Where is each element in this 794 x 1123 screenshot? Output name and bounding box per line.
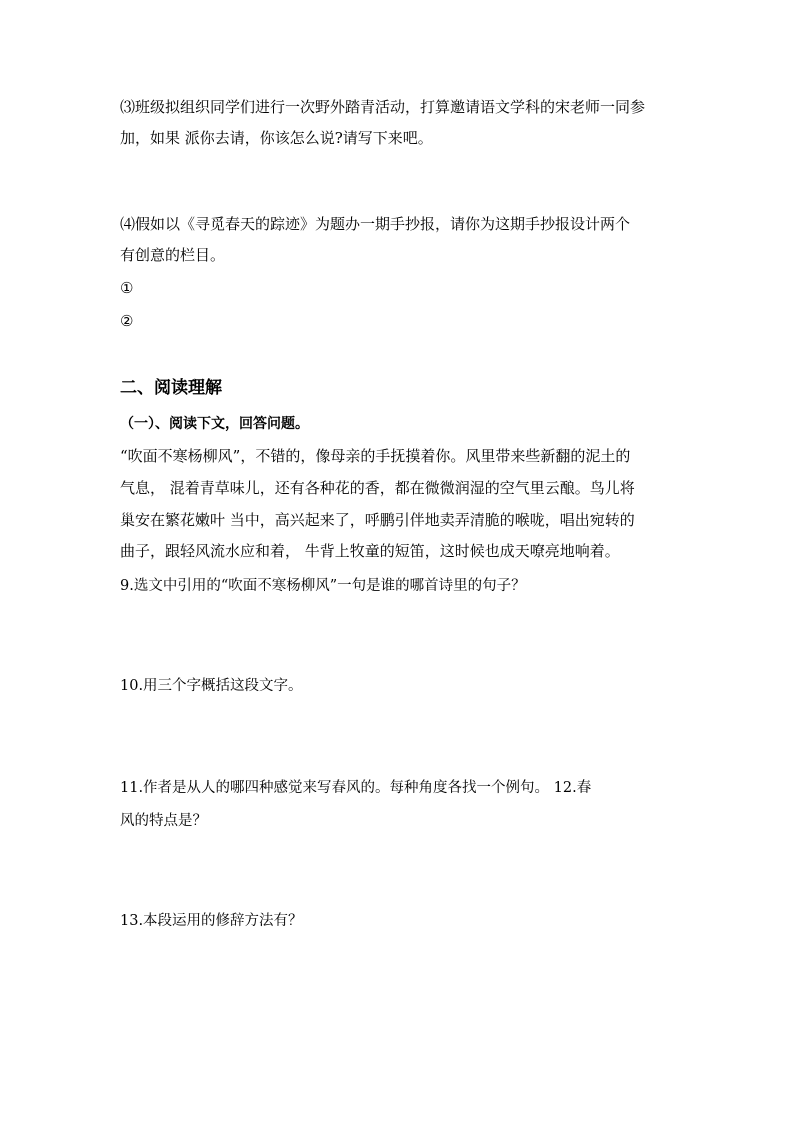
answer-slot-2: ② <box>120 312 134 330</box>
passage-line-4: 曲子，跟轻风流水应和着， 牛背上牧童的短笛，这时候也成天嘹亮地响着。 <box>120 542 620 560</box>
question-3-line-2: 加，如果 派你去请，你该怎么说?请写下来吧。 <box>120 129 433 147</box>
question-9: 9.选文中引用的“吹面不寒杨柳风”一句是谁的哪首诗里的句子？ <box>120 578 526 594</box>
question-4-line-2: 有创意的栏目。 <box>120 246 226 264</box>
passage-line-1: “吹面不寒杨柳风”，不错的，像母亲的手抚摸着你。风里带来些新翻的泥土的 <box>120 447 631 465</box>
answer-slot-1: ① <box>120 279 134 297</box>
question-11-line-1: 11.作者是从人的哪四种感觉来写春风的。每种角度各找一个例句。 12.春 <box>120 780 592 796</box>
passage-line-2: 气息， 混着青草味儿，还有各种花的香，都在微微润湿的空气里云酿。鸟儿将 <box>120 479 635 497</box>
subsection-title: （一）、阅读下文，回答问题。 <box>120 416 309 432</box>
question-4-line-1: ⑷假如以《寻觅春天的踪迹》为题办一期手抄报，请你为这期手抄报设计两个 <box>120 215 631 233</box>
question-13: 13.本段运用的修辞方法有？ <box>120 913 303 929</box>
question-10: 10.用三个字概括这段文字。 <box>120 678 303 694</box>
section-title-reading: 二、阅读理解 <box>120 378 222 398</box>
question-12-line-2: 风的特点是？ <box>120 813 207 829</box>
question-3-line-1: ⑶班级拟组织同学们进行一次野外踏青活动，打算邀请语文学科的宋老师一同参 <box>120 98 646 116</box>
passage-line-3: 巢安在繁花嫩叶 当中，高兴起来了，呼鹏引伴地卖弄清脆的喉咙，唱出宛转的 <box>120 511 635 529</box>
